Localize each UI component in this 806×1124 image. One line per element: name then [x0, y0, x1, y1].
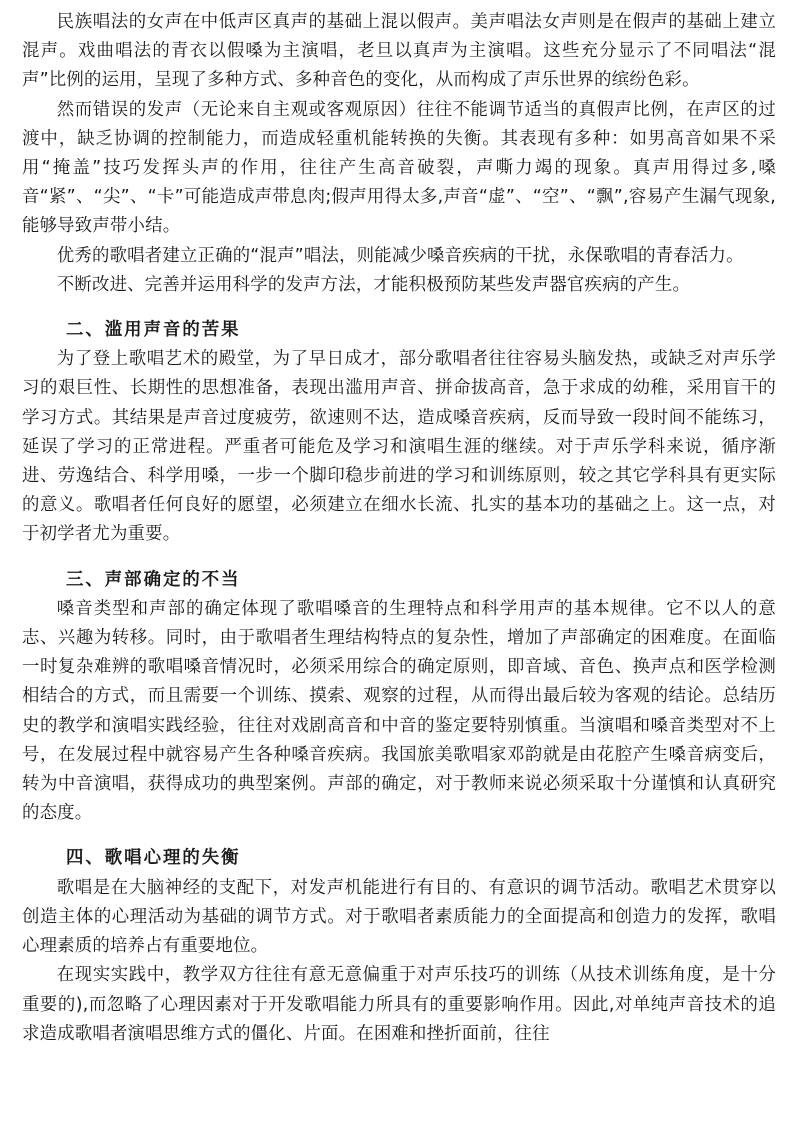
paragraph-practice: 在现实实践中，教学双方往往有意无意偏重于对声乐技巧的训练（从技术训练角度，是十分重要的),而忽略了心理因素对于开发歌唱能力所具有的重要影响作用。因此,对单纯声音技术的追求造成歌唱者演唱思维方式的僵化、片面。在困难和挫折面前，往往 — [22, 965, 776, 1044]
section-heading-voice-part: 三、声部确定的不当 — [66, 569, 241, 590]
paragraph-scientific-method: 不断改进、完善并运用科学的发声方法，才能积极预防某些发声器官疾病的产生。 — [56, 274, 691, 295]
paragraph-voice-abuse: 为了登上歌唱艺术的殿堂，为了早日成才，部分歌唱者往往容易头脑发热，或缺乏对声乐学习的艰巨性、长期性的思想准备，表现出滥用声音、拼命拔高音，急于求成的幼稚，采用盲干的学习方式。其结果是声音过度疲劳，欲速则不达，造成嗓音疾病，反而导致一段时间不能练习，延误了学习的正常进程。严重者可能危及学习和演唱生涯的继续。对于声乐学科来说，循序渐进、劳逸结合、科学用嗓，一步一个脚印稳步前进的学习和训练原则，较之其它学科具有更实际的意义。歌唱者任何良好的愿望，必须建立在细水长流、扎实的基本功的基础之上。这一点，对于初学者尤为重要。 — [22, 349, 776, 545]
paragraph-excellent-singers: 优秀的歌唱者建立正确的“混声”唱法，则能减少嗓音疾病的干扰，永保歌唱的青春活力。 — [56, 245, 744, 266]
paragraph-incorrect-phonation: 然而错误的发声（无论来自主观或客观原因）往往不能调节适当的真假声比例，在声区的过渡中，缺乏协调的控制能力，而造成轻重机能转换的失衡。其表现有多种：如男高音如果不采用“掩盖”技巧发挥头声的作用，往往产生高音破裂，声嘶力竭的现象。真声用得过多,嗓音“紧”、“尖”、“卡”可能造成声带息肉;假声用得太多,声音“虚”、“空”、“飘”,容易产生漏气现象,能够导致声带小结。 — [22, 99, 776, 237]
paragraph-psychology: 歌唱是在大脑神经的支配下，对发声机能进行有目的、有意识的调节活动。歌唱艺术贯穿以创造主体的心理活动为基础的调节方式。对于歌唱者素质能力的全面提高和创造力的发挥，歌唱心理素质的培养占有重要地位。 — [22, 877, 776, 957]
section-heading-voice-abuse: 二、滥用声音的苦果 — [66, 320, 241, 341]
paragraph-voice-part: 嗓音类型和声部的确定体现了歌唱嗓音的生理特点和科学用声的基本规律。它不以人的意志、兴趣为转移。同时，由于歌唱者生理结构特点的复杂性，增加了声部确定的困难度。在面临一时复杂难辨的歌唱嗓音情况时，必须采用综合的确定原则，即音域、音色、换声点和医学检测相结合的方式，而且需要一个训练、摸索、观察的过程，从而得出最后较为客观的结论。总结历史的教学和演唱实践经验，往往对戏剧高音和中音的鉴定要特别慎重。当演唱和嗓音类型对不上号，在发展过程中就容易产生各种嗓音疾病。我国旅美歌唱家邓韵就是由花腔产生嗓音病变后，转为中音演唱，获得成功的典型案例。声部的确定，对于教师来说必须采取十分谨慎和认真研究的态度。 — [22, 598, 776, 824]
section-heading-psychology: 四、歌唱心理的失衡 — [66, 848, 241, 869]
paragraph-mixed-voice-styles: 民族唱法的女声在中低声区真声的基础上混以假声。美声唱法女声则是在假声的基础上建立混声。戏曲唱法的青衣以假嗓为主演唱，老旦以真声为主演唱。这些充分显示了不同唱法“混声”比例的运用，呈现了多种方式、多种音色的变化，从而构成了声乐世界的缤纷色彩。 — [22, 12, 776, 91]
